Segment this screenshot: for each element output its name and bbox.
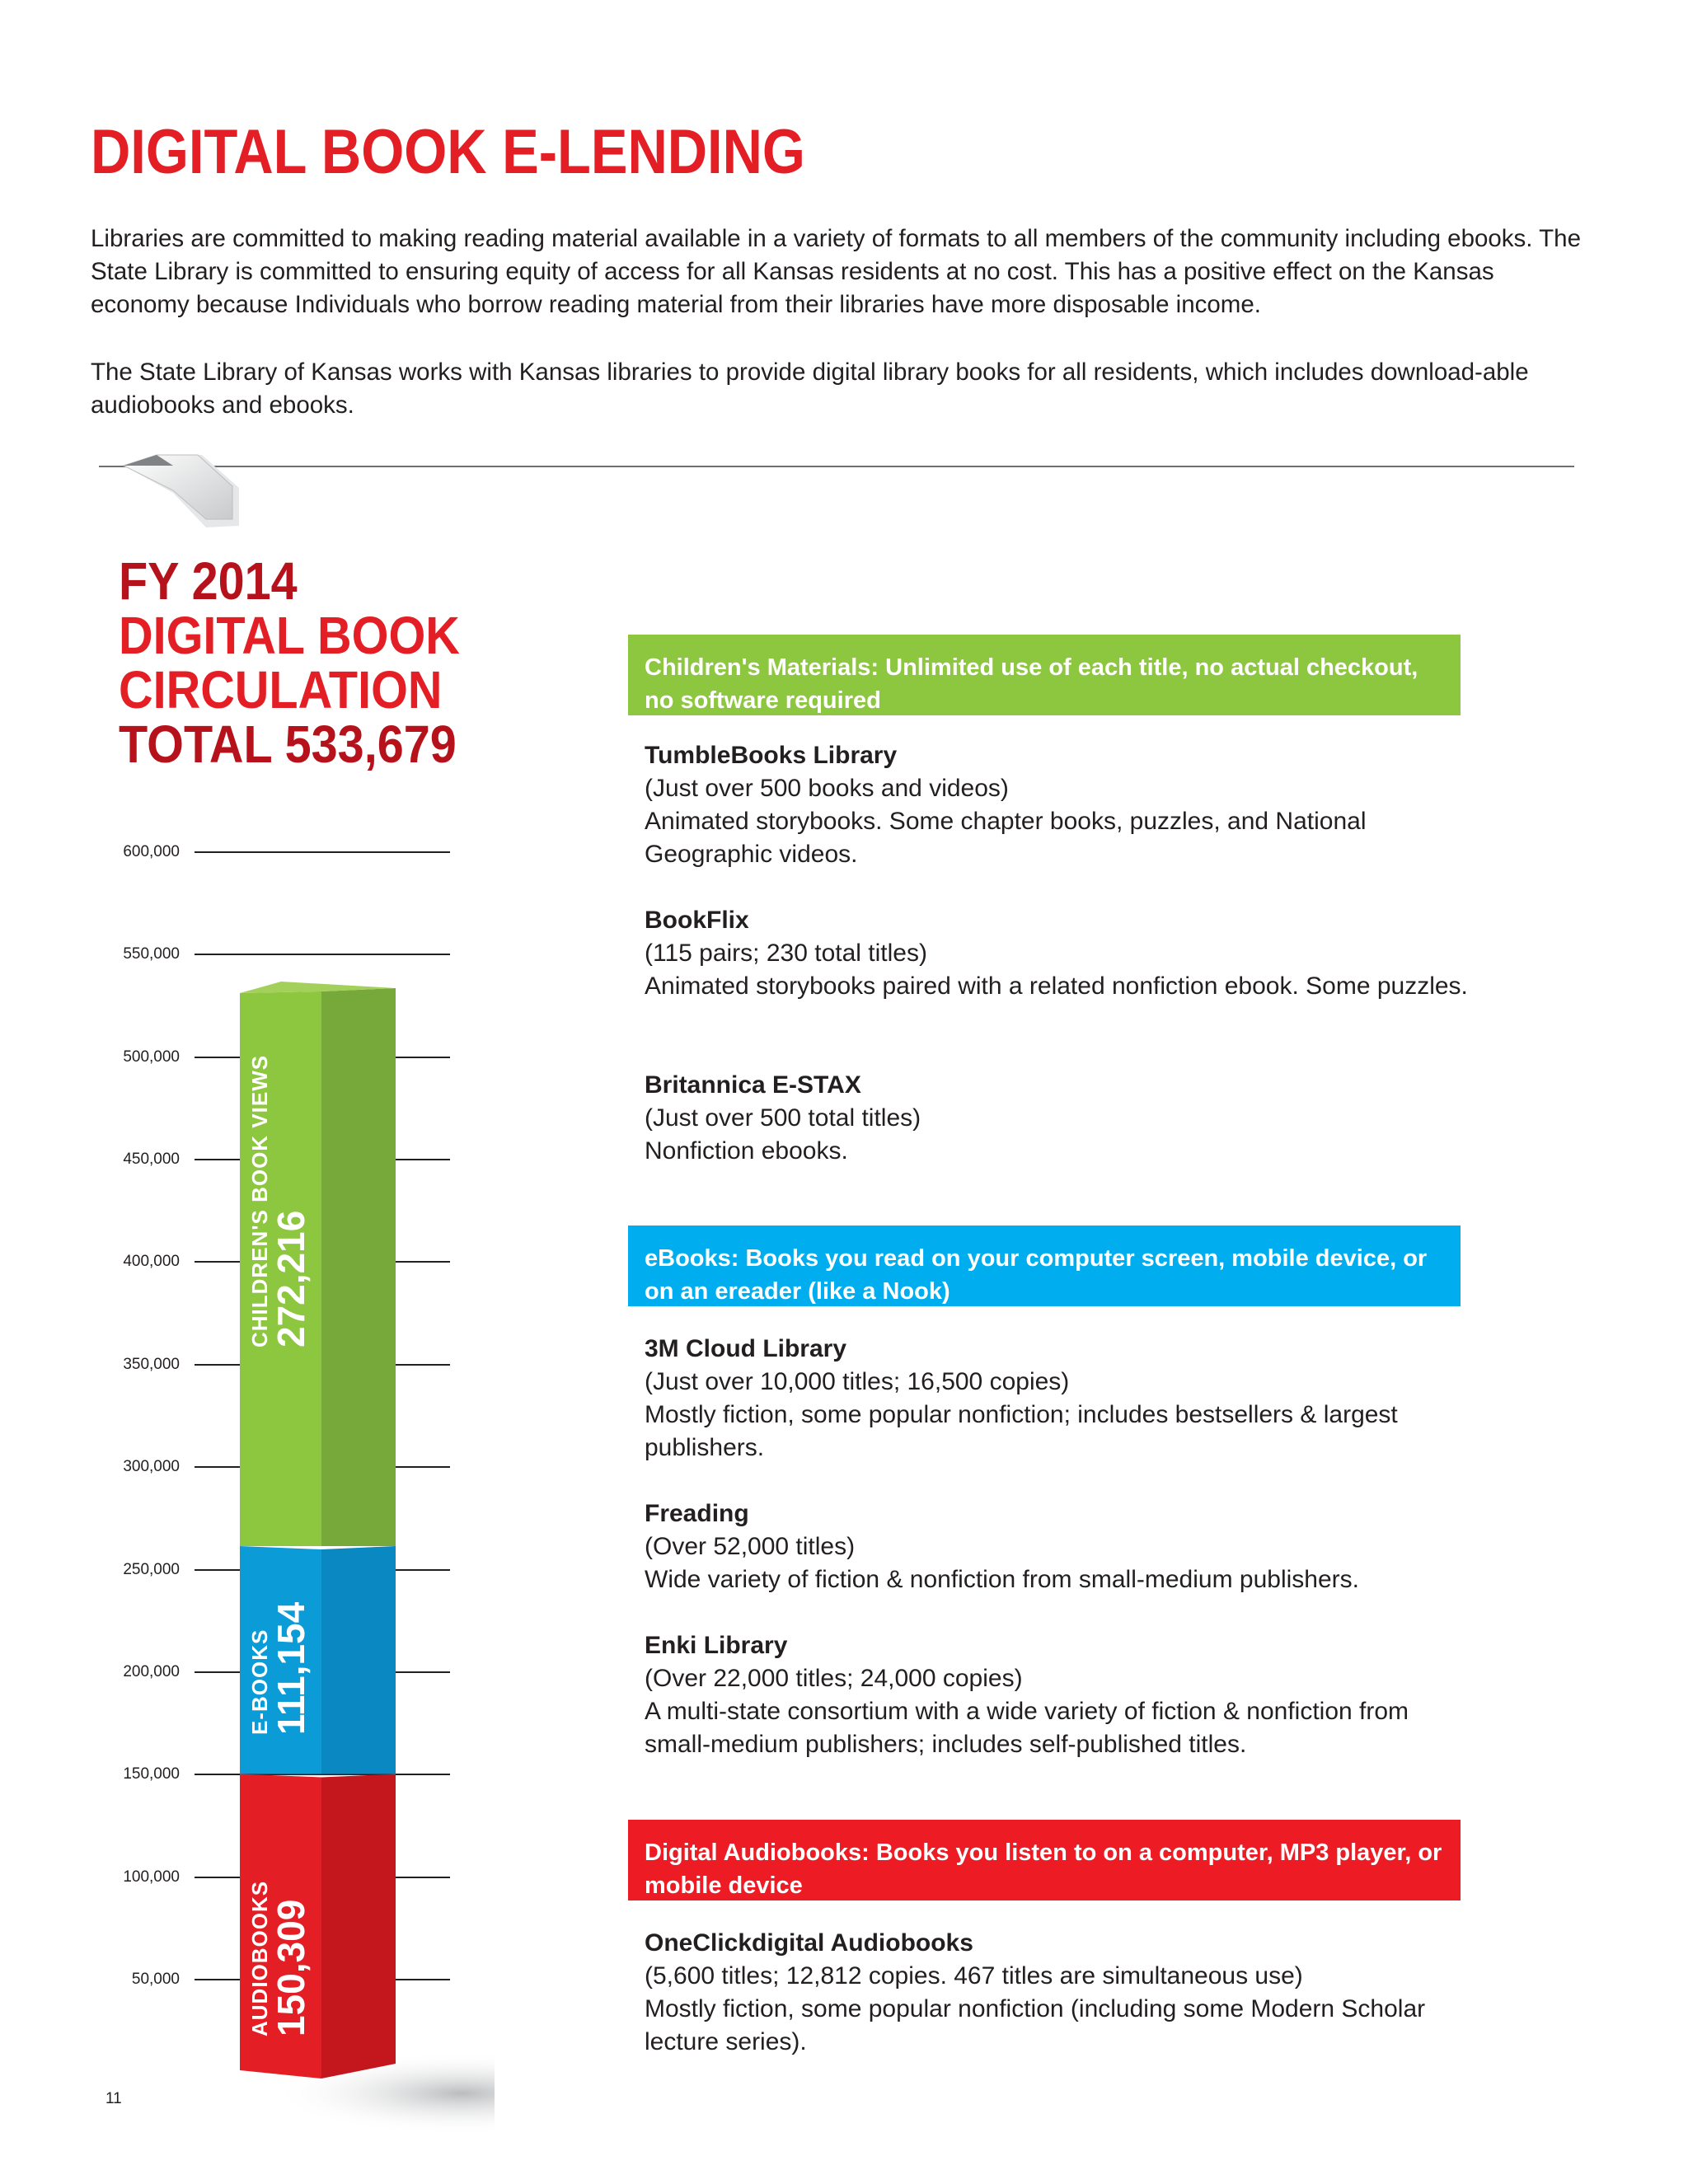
resource-count: (Over 52,000 titles) — [645, 1533, 856, 1560]
bar-value-label: 150,309 — [270, 1899, 312, 2036]
bar-label — [247, 1881, 310, 2036]
resource-description: Mostly fiction, some popular nonfiction; includes bestsellers & largest publishers. — [645, 1401, 1398, 1461]
list-item — [645, 1333, 1477, 1465]
y-tick-label: 400,000 — [123, 1253, 180, 1271]
resource-description: Mostly fiction, some popular nonfiction (including some Modern Scholar lecture series). — [645, 1995, 1426, 2055]
list-item — [645, 739, 1477, 871]
chart-title-line-3: CIRCULATION — [119, 660, 443, 719]
y-tick-label: 150,000 — [123, 1765, 180, 1783]
ebooks-band: eBooks: Books you read on your computer screen, mobile device, or on an ereader (like a Nook) — [628, 1226, 1461, 1306]
y-tick-label: 300,000 — [123, 1458, 180, 1476]
y-tick-label: 100,000 — [123, 1868, 180, 1886]
resource-name: OneClickdigital Audiobooks — [645, 1929, 973, 1957]
bar-label — [247, 1055, 310, 1347]
list-item — [645, 1069, 1477, 1168]
list-item — [645, 904, 1477, 1003]
bar-category-label: AUDIOBOOKS — [247, 1880, 272, 2036]
y-tick-label: 450,000 — [123, 1151, 180, 1169]
chart-title-line-4: TOTAL 533,679 — [119, 715, 457, 774]
list-item — [645, 1497, 1477, 1596]
list-item — [645, 1629, 1477, 1761]
page-title: DIGITAL BOOK E-LENDING — [91, 117, 805, 187]
resource-description: Animated storybooks. Some chapter books, puzzles, and National Geographic videos. — [645, 808, 1367, 868]
intro-paragraph-1: Libraries are committed to making reading material available in a variety of formats to all members of the community including ebooks. The State Library is committed to ensuring equity of access for all Kansas residents at no cost. This has a positive effect on the Kansas economy because Individuals who borrow reading material from their libraries have more disposable income. — [91, 225, 1581, 318]
y-tick-label: 550,000 — [123, 945, 180, 963]
resource-description: Nonfiction ebooks. — [645, 1137, 848, 1165]
resource-name: Enki Library — [645, 1632, 788, 1659]
resource-count: (Just over 500 books and videos) — [645, 775, 1009, 802]
resource-description: Animated storybooks paired with a related nonfiction ebook. Some puzzles. — [645, 972, 1468, 1000]
intro-paragraph-2: The State Library of Kansas works with Kansas libraries to provide digital library books for all residents, which includes download-able audiobooks and ebooks. — [91, 359, 1529, 419]
resource-count: (115 pairs; 230 total titles) — [645, 940, 927, 967]
chart-title-line-2: DIGITAL BOOK — [119, 606, 460, 665]
bar-value-label: 272,216 — [270, 1210, 312, 1347]
resource-name: Freading — [645, 1500, 749, 1527]
y-tick-label: 500,000 — [123, 1047, 180, 1066]
y-tick-label: 350,000 — [123, 1355, 180, 1373]
y-tick-label: 50,000 — [131, 1971, 180, 1988]
resource-name: Britannica E-STAX — [645, 1071, 861, 1099]
resource-description: Wide variety of fiction & nonfiction from small-medium publishers. — [645, 1566, 1359, 1593]
y-tick-label: 250,000 — [123, 1560, 180, 1578]
resource-count: (Just over 10,000 titles; 16,500 copies) — [645, 1368, 1070, 1395]
bar-value-label: 111,154 — [270, 1601, 312, 1735]
childrens-materials-band: Children's Materials: Unlimited use of each title, no actual checkout, no software required — [628, 635, 1461, 715]
resource-description: A multi-state consortium with a wide variety of fiction & nonfiction from small-medium publishers; includes self-published titles. — [645, 1698, 1409, 1758]
page-number: 11 — [106, 2090, 122, 2107]
bar-label — [247, 1602, 310, 1735]
chart-title-line-1: FY 2014 — [119, 551, 298, 611]
resource-name: BookFlix — [645, 907, 749, 934]
list-item — [645, 1927, 1477, 2059]
resource-count: (5,600 titles; 12,812 copies. 467 titles are simultaneous use) — [645, 1962, 1303, 1990]
y-tick-label: 600,000 — [123, 843, 180, 860]
resource-count: (Just over 500 total titles) — [645, 1104, 921, 1132]
resource-count: (Over 22,000 titles; 24,000 copies) — [645, 1665, 1023, 1692]
bar-category-label: E-BOOKS — [247, 1629, 272, 1735]
bar-category-label: CHILDREN'S BOOK VIEWS — [247, 1054, 272, 1347]
resource-name: TumbleBooks Library — [645, 742, 898, 769]
digital-audiobooks-band: Digital Audiobooks: Books you listen to on a computer, MP3 player, or mobile device — [628, 1820, 1461, 1900]
resource-name: 3M Cloud Library — [645, 1335, 847, 1362]
y-tick-label: 200,000 — [123, 1662, 180, 1680]
